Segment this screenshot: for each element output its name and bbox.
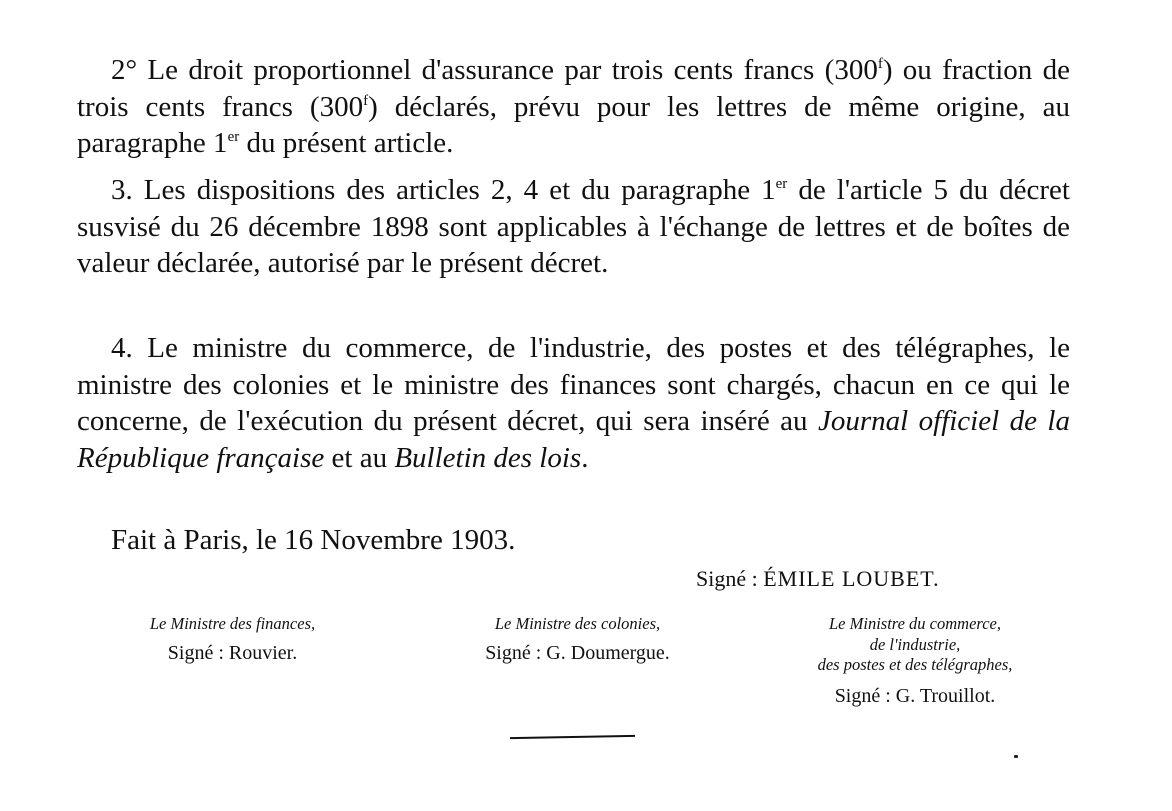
article-4-part-1: 4. Le ministre du commerce, de l'industrie, des postes et des télégraphes, le ministre des colonies et le ministre des finances sont chargés, chacun en ce qui le concerne, de l'exécution du présent décret, qui sera inséré au bbox=[77, 332, 1070, 437]
article-3-part-1: 3. Les dispositions des articles 2, 4 et du paragraphe 1 bbox=[111, 174, 776, 206]
place-and-date: Fait à Paris, le 16 Novembre 1903. bbox=[111, 524, 516, 556]
article-4-part-3: . bbox=[581, 441, 589, 474]
bulletin-des-lois-title: Bulletin des lois bbox=[394, 441, 582, 474]
journal-officiel-title: Journal officiel de la République française bbox=[77, 405, 1070, 474]
paragraph-2-part-3: ) déclarés, prévu pour les lettres de même origine, au paragraphe 1 bbox=[77, 90, 1070, 159]
article-3-text bbox=[77, 172, 1070, 282]
paragraph-2-part-1: 2° Le droit proportionnel d'assurance par trois cents francs (300 bbox=[111, 54, 878, 86]
paragraph-2-superscript-3: er bbox=[227, 129, 240, 145]
minister-finances-role: Le Ministre des finances, bbox=[149, 614, 316, 633]
minister-finances-signature: Signé : Rouvier. bbox=[167, 642, 298, 664]
minister-colonies-role: Le Ministre des colonies, bbox=[494, 614, 661, 633]
closing-rule-divider bbox=[510, 735, 635, 739]
article-3-superscript: er bbox=[775, 176, 788, 192]
minister-finances-block bbox=[90, 614, 375, 667]
minister-commerce-role-line-1: Le Ministre du commerce, bbox=[829, 614, 1001, 633]
paragraph-2-text bbox=[77, 52, 1070, 162]
president-signature bbox=[696, 565, 940, 593]
article-4-text bbox=[77, 330, 1070, 476]
ink-speck bbox=[1014, 755, 1018, 758]
paragraph-2-part-4: du présent article. bbox=[239, 127, 454, 159]
paragraph-2-superscript-2: f bbox=[363, 92, 369, 109]
minister-colonies-signature: Signé : G. Doumergue. bbox=[485, 642, 670, 664]
president-name: ÉMILE LOUBET. bbox=[763, 566, 940, 591]
paragraph-2-part-2: ) ou fraction de trois cents francs (300 bbox=[77, 54, 1070, 123]
president-signe-label: Signé : bbox=[696, 566, 764, 591]
minister-colonies-block bbox=[410, 614, 745, 667]
minister-commerce-block bbox=[755, 614, 1075, 710]
minister-commerce-signature: Signé : G. Trouillot. bbox=[834, 684, 996, 707]
minister-commerce-role-line-3: des postes et des télégraphes, bbox=[817, 655, 1013, 674]
paragraph-2-superscript-1: f bbox=[877, 56, 883, 72]
minister-commerce-role-line-2: de l'industrie, bbox=[869, 634, 961, 654]
article-3-part-2: de l'article 5 du décret susvisé du 26 décembre 1898 sont applicables à l'échange de lettres et de boîtes de valeur déclarée, autorisé par le présent décret. bbox=[77, 174, 1070, 279]
article-4-part-2: et au bbox=[324, 441, 395, 474]
